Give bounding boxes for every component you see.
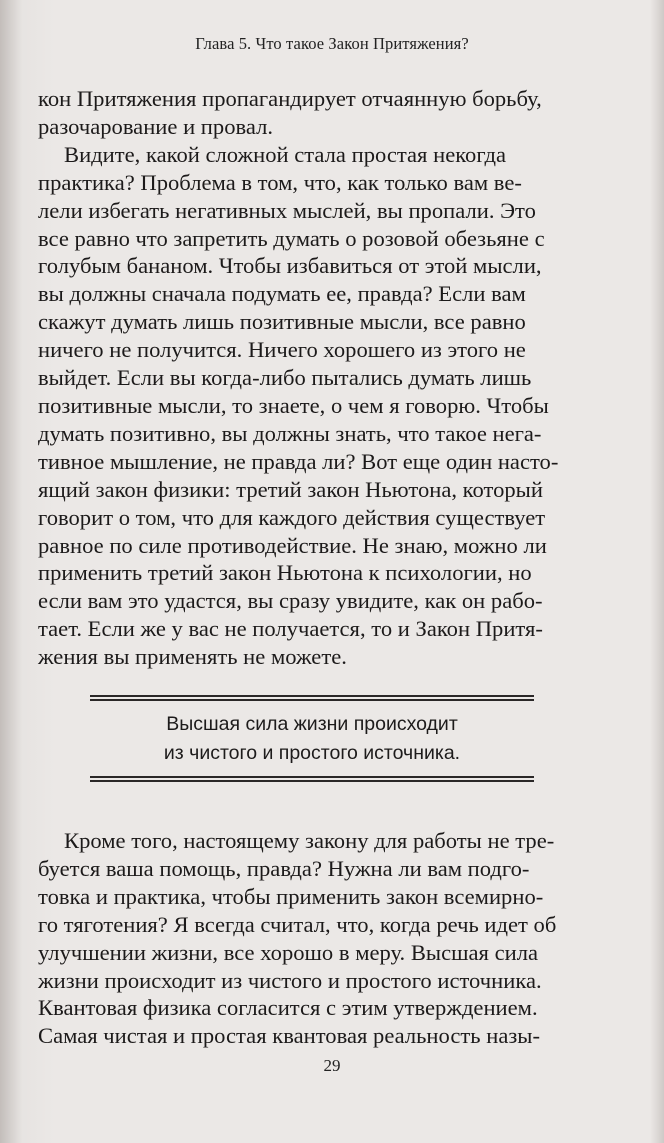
paragraph [38,141,600,671]
text-line: вы должны сначала подумать ее, правда? Если вам [38,281,526,307]
body-text-top [38,85,600,671]
text-line: ничего не получится. Ничего хорошего из этого не [38,337,526,363]
text-line: разочарование и провал. [38,113,274,139]
text-line: выйдет. Если вы когда-либо пытались думать лишь [38,365,532,391]
text-line: товка и практика, чтобы применить закон всемирно- [38,883,544,909]
page-number: 29 [323,1056,341,1075]
pull-quote-text [90,701,534,776]
text-line: практика? Проблема в том, что, как только вам ве- [38,169,522,195]
double-rule-top [90,695,534,701]
text-line: ящий закон физики: третий закон Ньютона, который [38,476,543,502]
pull-quote-line: из чистого и простого источника. [163,742,461,764]
text-line: позитивные мысли, то знаете, о чем я говорю. Чтобы [38,392,549,418]
pull-quote [90,695,534,782]
text-line: лели избегать негативных мыслей, вы пропали. Это [38,197,536,223]
text-line: Самая чистая и простая квантовая реальность назы- [38,1023,540,1049]
double-rule-bottom [90,776,534,782]
text-line: жения вы применять не можете. [38,644,347,670]
text-line: Видите, какой сложной стала простая некогда [64,141,507,167]
text-line: скажут думать лишь позитивные мысли, все равно [38,309,526,335]
text-line: кон Притяжения пропагандирует отчаянную борьбу, [38,86,542,111]
text-line: Кроме того, настоящему закону для работы не тре- [64,828,555,853]
text-line: тает. Если же у вас не получается, то и Закон Притя- [38,616,543,642]
text-line: если вам это удастся, вы сразу увидите, как он рабо- [38,588,543,614]
pull-quote-line: Высшая сила жизни происходит [166,713,458,735]
text-line: равное по силе противодействие. Не знаю, можно ли [38,532,547,558]
text-line: думать позитивно, вы должны знать, что такое нега- [38,420,542,446]
paragraph [38,827,600,1050]
text-line: улучшении жизни, все хорошо в меру. Высшая сила [38,939,539,965]
running-head: Глава 5. Что такое Закон Притяжения? [195,34,469,53]
text-line: все равно что запретить думать о розовой обезьяне с [38,225,545,251]
body-text-bottom [38,827,600,1050]
text-line: применить третий закон Ньютона к психологии, но [38,560,532,586]
text-line: тивное мышление, не правда ли? Вот еще один насто- [38,448,559,474]
text-line: буется ваша помощь, правда? Нужна ли вам подго- [38,855,530,881]
paragraph [38,85,600,141]
text-line: Квантовая физика согласится с этим утверждением. [38,995,538,1021]
text-line: го тяготения? Я всегда считал, что, когда речь идет об [38,911,557,937]
text-line: говорит о том, что для каждого действия существует [38,504,546,530]
text-line: жизни происходит из чистого и простого источника. [38,967,542,993]
text-line: голубым бананом. Чтобы избавиться от этой мысли, [38,253,542,279]
